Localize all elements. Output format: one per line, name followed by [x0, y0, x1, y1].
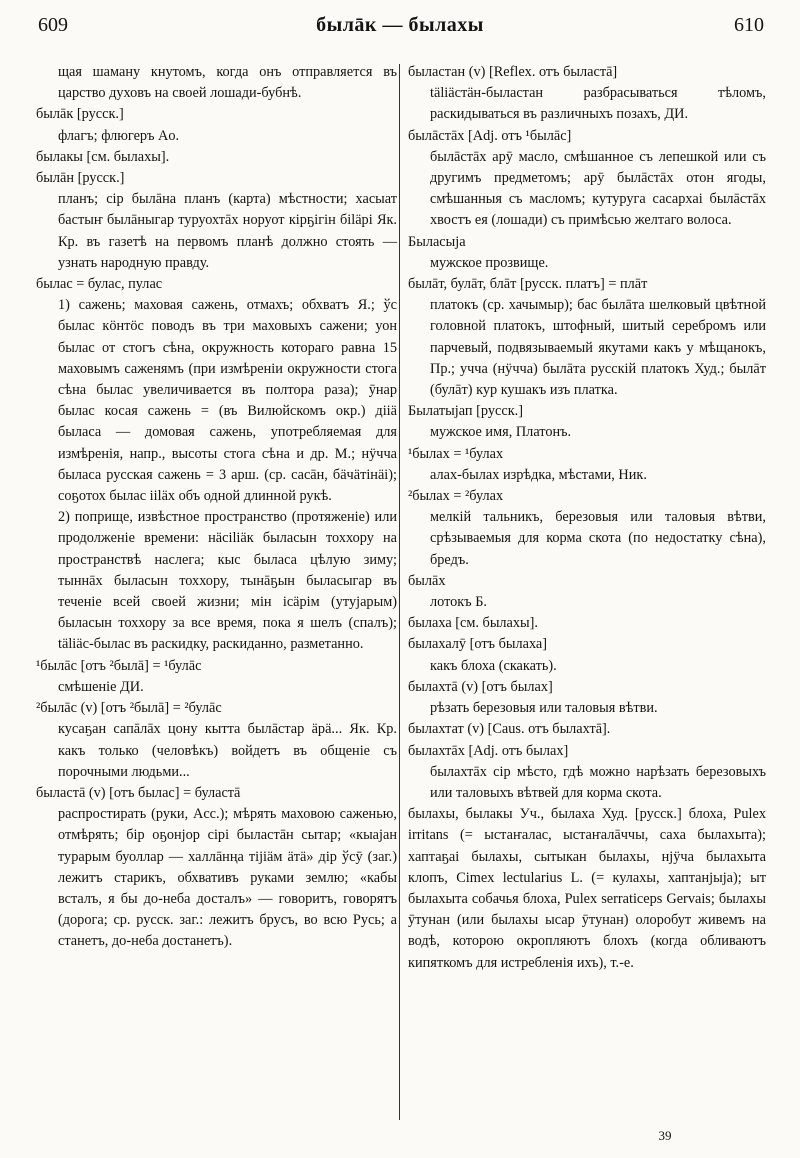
entry-headword: былāх [408, 572, 446, 589]
entry-definition: смѣшеніе ДИ. [58, 678, 144, 695]
entry-definition: кусаҕан сапāлāх цону кытта былāстар äрä... Як. Кр. какъ только (человѣкъ) войдетъ въ общеніе съ порочными людьми... [58, 721, 397, 780]
entry-headword: былāн [русск.] [36, 170, 125, 187]
page-footer [0, 1128, 800, 1144]
entry-definition: какъ блоха (скакать). [430, 657, 557, 674]
entry-headword: былāт, булāт, блāт [русск. платъ] = плāт [408, 276, 648, 293]
entry-headword: ¹былах = ¹булах [408, 445, 504, 462]
page-number-left: 609 [38, 14, 68, 36]
entry-headword: былахтат (v) [Caus. отъ былахтā]. [408, 721, 611, 738]
entry-headword: ²былāс (v) [отъ ²былā] = ²булāс [36, 700, 222, 717]
entry-headword: ²былах = ²булах [408, 488, 504, 505]
entry-definition: лотокъ Б. [430, 594, 487, 611]
entry-definition: былāстāх арӯ масло, смѣшанное съ лепешкой или съ другимъ предметомъ; арӯ былāстāх отон ягоды, смѣшанныя съ масломъ; кутуруга сасархаі былāстāх хвостъ ея (лошади) съ примѣсью желтаго волоса. [430, 148, 766, 229]
column-divider [399, 64, 400, 1120]
page-number-right: 610 [734, 14, 764, 36]
entry-definition: флагъ; флюгеръ Ao. [58, 127, 180, 144]
entry-headword: быластан (v) [Reflex. отъ быластā] [408, 64, 618, 80]
entry-definition: былахтāх сір мѣсто, гдѣ можно нарѣзать березовыхъ или таловыхъ вѣтвей для корма скота. [430, 763, 766, 801]
entry-definition: мелкій тальникъ, березовыя или таловыя вѣтви, срѣзываемыя для корма скота (по недостатку сѣна), бредъ. [430, 509, 766, 568]
entry-headword: Былатыјап [русск.] [408, 403, 523, 420]
entry-headword: былаха [см. былахы]. [408, 615, 538, 632]
entry-definition: 2) поприще, извѣстное пространство (протяженіе) или продолженіе времени: нäсіliäк быласын тоххору на пространствѣ наслега; кыс быласа цѣлую зиму; тыннāх быласын тоххору, тынāҕын быласыгар въ теченіе всей своей жизни; мін ісäрім (утујарым) быласын тоххору за все время, пока я шелъ (спалъ); täliäс-былас въ раскидку, раскиданно, разметанно. [58, 509, 397, 653]
entry-definition: täliäстäн-быластан разбрасываться тѣломъ, раскидываться въ различныхъ позахъ, ДИ. [430, 85, 766, 123]
entry-definition: 1) сажень; маховая сажень, отмахъ; обхватъ Я.; ўс былас кöнтöс поводъ въ три маховыхъ сажени; уон былас от стогъ сѣна, окружность котораго равна 15 маховымъ саженямъ (при измѣреніи окружности стога сѣна былас увеличивается въ полтора раза); ӯнар былас косая сажень = (въ Вилюйскомъ окр.) діiä быласа — домовая сажень, употребляемая для измѣренія, напр., высоты стога сѣна и др. М.; нӱччa быласа русская сажень = 3 арш. (ср. сасāн, бäчäтінäі); соҕотох былас іiläх объ одной длинной рукѣ. [58, 297, 397, 505]
entry-definition: планъ; сір былāна планъ (карта) мѣстности; хасыат бастыҥ былāныгар туруохтāх норуот кірҕігін біläрі Як. Кр. въ газетѣ на первомъ планѣ должно стоять — узнать народную правду. [58, 191, 397, 271]
entry-definition: рѣзать березовыя или таловыя вѣтви. [430, 700, 658, 717]
entry-definition: мужское прозвище. [430, 254, 549, 271]
entry-headword: былахы, былакы Уч., былаха Худ. [русск.] блоха, Pulex irritans (= ыстаҥалас, ыстаҥалāччы, саха былахыта); хаптаҕаі былахы, сытыкан былахы, нјӱча былахыта клопъ, Cimex lectularius L. (= кулахы, хаптанјыја); ыт былахыта собачья блоха, Pulex serraticeps Gervais; былахы ӯтунан (или былахы ысар ӯтунан) олоробут живемъ на водѣ, которою окропляютъ блохъ (когда обливаютъ кипяткомъ для истребленія ихъ), т.-е. [408, 806, 766, 971]
running-title: былāк — былахы [316, 14, 484, 36]
entry-definition: щая шаману кнутомъ, когда онъ отправляется въ царство духовъ на своей лошади-бубнѣ. [58, 64, 397, 102]
entry-definition: мужское имя, Платонъ. [430, 424, 572, 441]
entry-definition: распростирать (руки, Acc.); мѣрять маховою саженью, отмѣрять; бір оҕонјор сірі быластāн сытар; «кыајан турарым буоллар — халлāнңа тіјiäм äтä» дір ўсӯ (заг.) лежитъ старикъ, обхвативъ руками землю; «кабы всталъ, я бы до-неба досталъ» — говоритъ, говорятъ (дорога; ср. русск. заг.: лежитъ брусъ, во всю Русь; а станетъ, до-неба достанетъ). [58, 806, 397, 950]
entry-headword: былахтāх [Adj. отъ былах] [408, 742, 569, 759]
signature-mark: 39 [658, 1128, 672, 1143]
entry-headword: былас = булас, пулас [36, 276, 163, 293]
entry-definition: алах-былах изрѣдка, мѣстами, Ник. [430, 466, 647, 483]
entry-headword: былāстāх [Adj. отъ ¹былāс] [408, 127, 572, 144]
entry-headword: Быласыја [408, 233, 466, 250]
entry-headword: былāк [русск.] [36, 106, 124, 123]
entry-headword: былахтā (v) [отъ былах] [408, 678, 553, 695]
entry-headword: былакы [см. былахы]. [36, 148, 170, 165]
entry-headword: былахалӯ [отъ былаха] [408, 636, 548, 653]
left-column [36, 62, 397, 953]
right-column [408, 62, 766, 974]
page-header [30, 14, 770, 40]
entry-headword: быластā (v) [отъ былас] = буластā [36, 784, 241, 801]
entry-definition: платокъ (ср. хачымыр); бас былāта шелковый цвѣтной головной платокъ, штофный, шитый серебромъ или парчевый, подвязываемый якутами какъ у мѣщанокъ, Пр.; учча (нӱчча) былāта русскій платокъ Худ.; былāт (булāт) кур кушакъ изъ платка. [430, 297, 766, 399]
entry-headword: ¹былāс [отъ ²былā] = ¹булāс [36, 657, 202, 674]
